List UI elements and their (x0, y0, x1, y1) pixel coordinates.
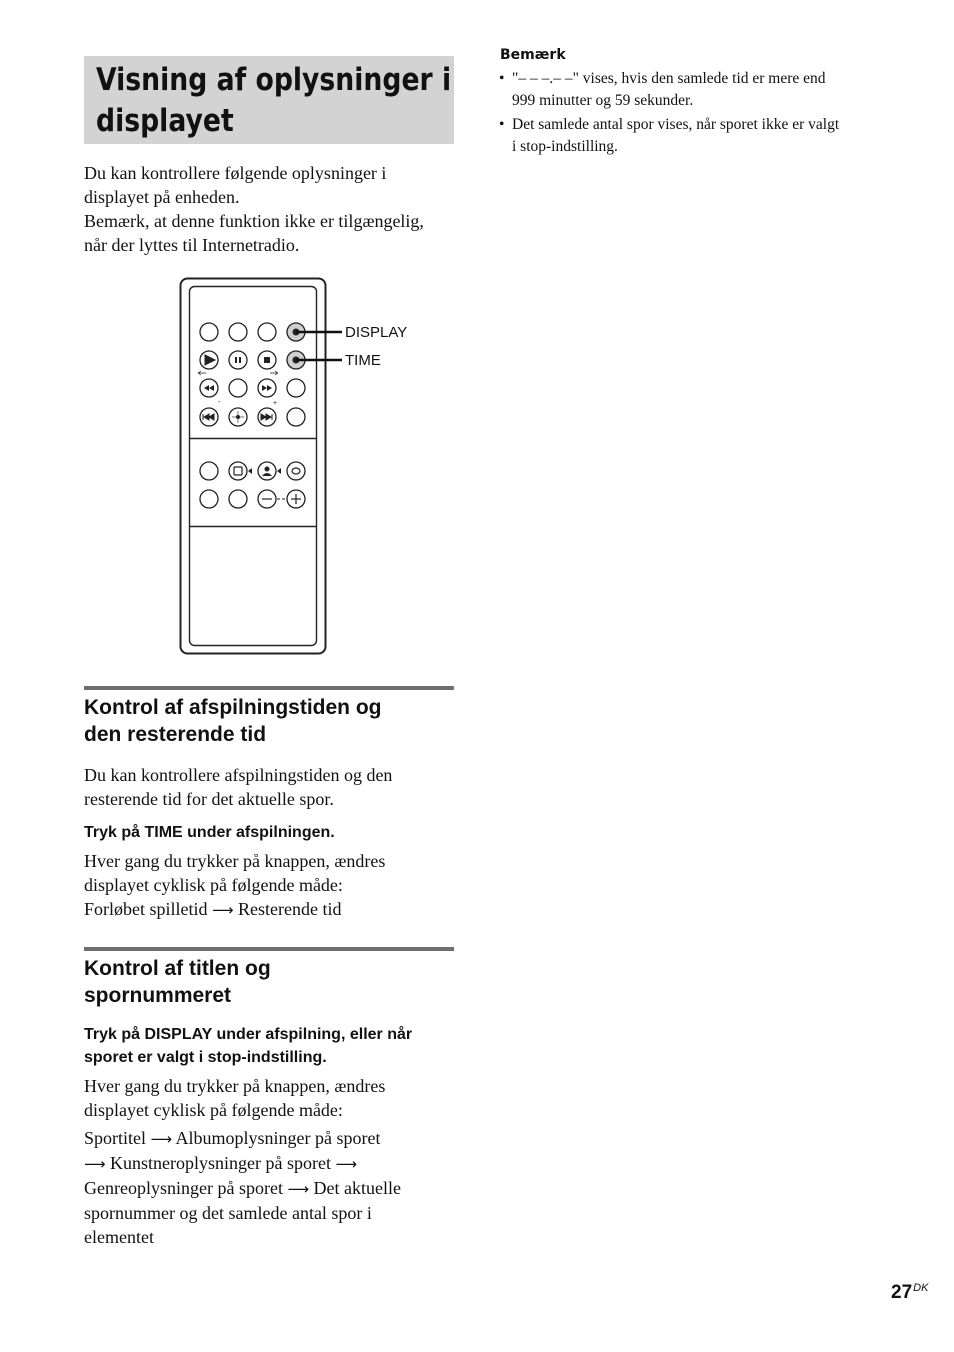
cycle-item: Albumoplysninger på sporet (175, 1128, 381, 1148)
display-callout-label: DISPLAY (345, 324, 408, 341)
note-line: "– – –.– –" vises, hvis den samlede tid er mere end (512, 70, 826, 87)
heading-line: Kontrol af titlen og (84, 957, 271, 980)
remote-control-illustration (170, 270, 430, 660)
note-list (499, 68, 879, 160)
pause-icon (235, 357, 237, 363)
result-line: displayet cyklisk på følgende måde: (84, 875, 343, 895)
cycle-item: elementet (84, 1227, 154, 1247)
page-title (96, 60, 452, 142)
remote-button (229, 379, 247, 397)
remote-button (229, 490, 247, 508)
result-line: Hver gang du trykker på knappen, ændres (84, 851, 386, 871)
cycle-item: Kunstneroplysninger på sporet (110, 1153, 331, 1173)
arrow-icon: ⟶ (335, 1155, 357, 1173)
remote-button (287, 408, 305, 426)
arrow-icon: ⟶ (212, 901, 234, 919)
arrow-icon: ⟶ (84, 1155, 106, 1173)
section-heading-playing-time (84, 694, 459, 748)
page-title-line-2: displayet (96, 103, 234, 139)
note-item (499, 68, 879, 112)
plus-marker: + (273, 400, 278, 407)
result-line: displayet cyklisk på følgende måde: (84, 1100, 343, 1120)
intro-line: Bemærk, at denne funktion ikke er tilgængelig, (84, 211, 424, 231)
remote-button (200, 490, 218, 508)
remote-button (287, 462, 305, 480)
remote-button (200, 462, 218, 480)
page-number (891, 1282, 928, 1304)
section-body (84, 763, 459, 811)
minus-marker: - (218, 399, 221, 406)
page-number-suffix: DK (913, 1282, 929, 1294)
instruction-step: Tryk på TIME under afspilningen. (84, 824, 335, 841)
remote-button (229, 323, 247, 341)
section-result (84, 1074, 459, 1122)
arrow-icon: ⟶ (150, 1130, 173, 1148)
cycle-item: Det aktuelle (313, 1178, 401, 1198)
heading-line: spornummeret (84, 984, 232, 1007)
cycle-item: Genreoplysninger på sporet (84, 1178, 283, 1198)
note-line: i stop-indstilling. (512, 138, 618, 155)
page-number-value: 27 (891, 1282, 913, 1303)
note-heading: Bemærk (500, 47, 566, 63)
section-divider (84, 686, 454, 690)
cycle-item: spornummer og det samlede antal spor i (84, 1203, 372, 1223)
stop-icon (264, 357, 270, 363)
artist-icon (265, 467, 270, 472)
cycle-item: Sportitel (84, 1128, 146, 1148)
section-result (84, 849, 459, 922)
instruction-line: sporet er valgt i stop-indstilling. (84, 1049, 327, 1066)
bullet-icon: • (499, 116, 505, 133)
intro-paragraph (84, 161, 459, 257)
note-line: Det samlede antal spor vises, når sporet ikke er valgt (512, 116, 840, 133)
page-title-box (84, 56, 454, 144)
intro-line: når der lyttes til Internetradio. (84, 235, 300, 255)
time-callout-label: TIME (345, 352, 381, 369)
remote-button (258, 323, 276, 341)
remote-button (229, 462, 247, 480)
cycle-sequence (84, 1126, 459, 1249)
heading-line: Kontrol af afspilningstiden og (84, 696, 382, 719)
instruction-line: Tryk på DISPLAY under afspilning, eller når (84, 1026, 413, 1043)
remote-button (200, 323, 218, 341)
section-heading-title-track (84, 955, 459, 1009)
section-divider (84, 947, 454, 951)
intro-line: displayet på enheden. (84, 187, 240, 207)
body-line: Du kan kontrollere afspilningstiden og den (84, 765, 393, 785)
pause-button (229, 351, 247, 369)
arrow-icon: ⟶ (287, 1180, 309, 1198)
note-line: 999 minutter og 59 sekunder. (512, 92, 694, 109)
cycle-item: Forløbet spilletid (84, 899, 208, 919)
note-item (499, 114, 879, 158)
bullet-icon: • (499, 70, 505, 87)
body-line: resterende tid for det aktuelle spor. (84, 789, 334, 809)
result-line: Hver gang du trykker på knappen, ændres (84, 1076, 386, 1096)
intro-line: Du kan kontrollere følgende oplysninger i (84, 163, 387, 183)
heading-line: den resterende tid (84, 723, 267, 746)
page-title-line-1: Visning af oplysninger i (96, 62, 452, 98)
instruction-step (84, 1023, 459, 1069)
cycle-item: Resterende tid (238, 899, 342, 919)
remote-button (287, 379, 305, 397)
